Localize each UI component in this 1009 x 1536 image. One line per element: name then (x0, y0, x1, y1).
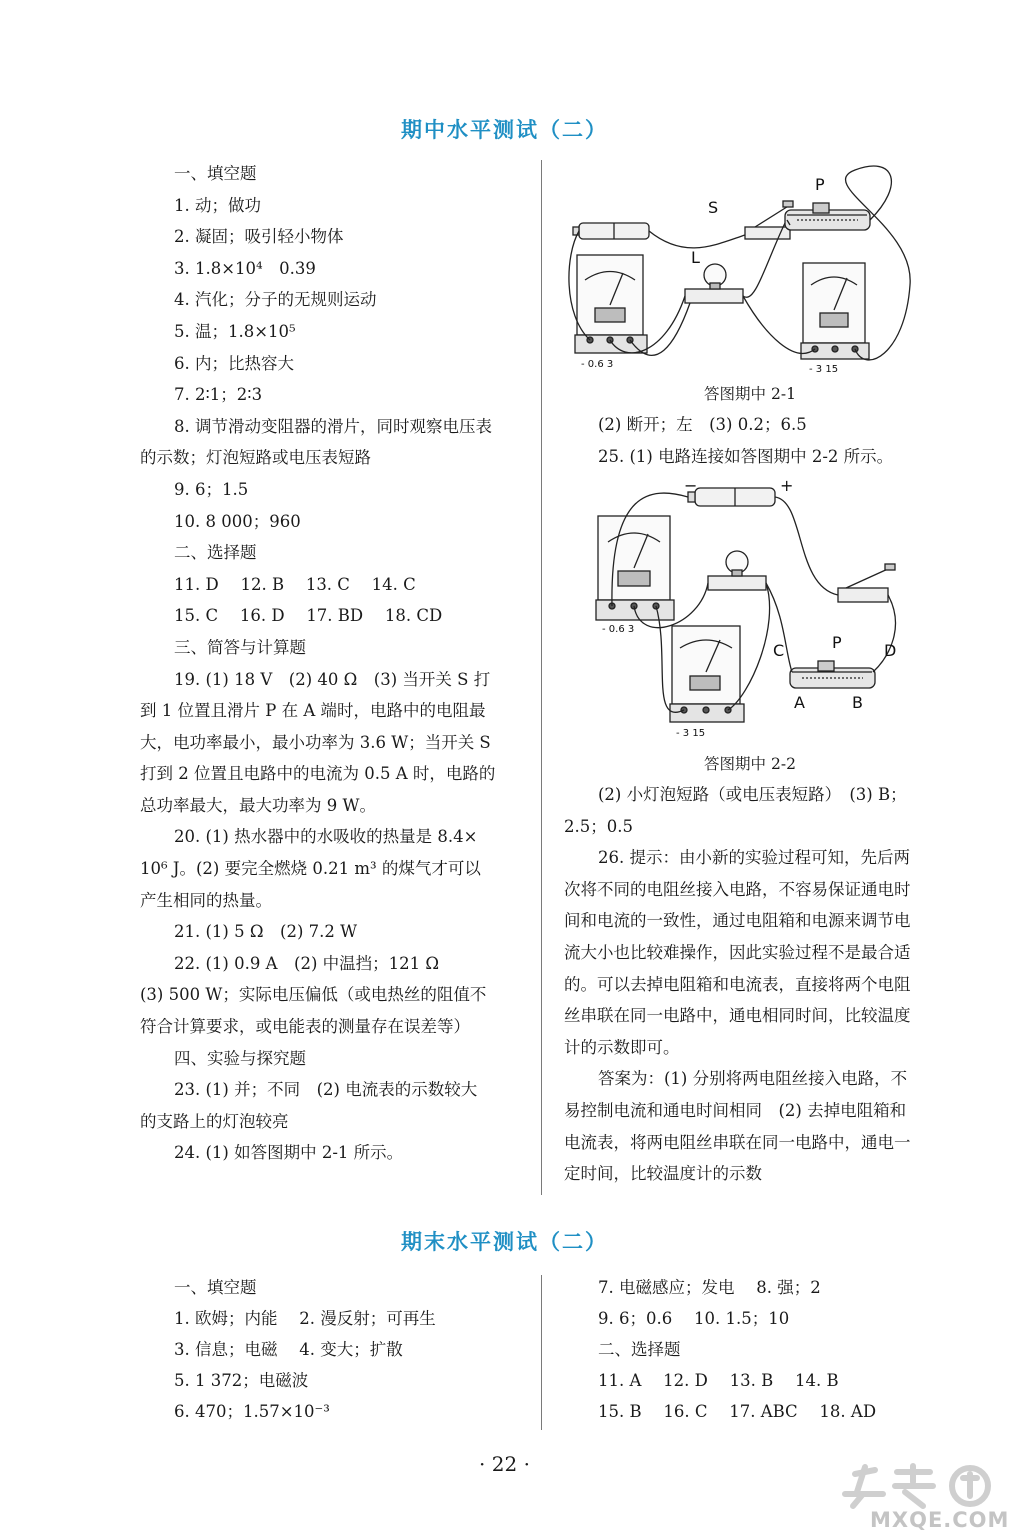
label-p: P (815, 175, 825, 194)
text-line: 9. 6；1.5 (174, 479, 249, 499)
text-line: 的。可以去掉电阻箱和电流表，直接将两个电阻 (564, 974, 911, 994)
column-divider-final (541, 1275, 542, 1430)
text-line: 一、填空题 (174, 1278, 257, 1297)
label-l: L (691, 248, 700, 267)
page-number: · 22 · (479, 1452, 530, 1476)
battery-minus-label: − (684, 476, 698, 495)
text-line: 一、填空题 (174, 164, 257, 183)
text-line: 易控制电流和通电时间相同 (2) 去掉电阻箱和 (564, 1100, 907, 1120)
text-line: 7. 电磁感应；发电 8. 强；2 (598, 1278, 821, 1297)
label-b: B (852, 693, 863, 712)
text-line: 8. 调节滑动变阻器的滑片，同时观察电压表 (174, 416, 492, 436)
text-line: 四、实验与探究题 (174, 1048, 306, 1068)
text-line: 19. (1) 18 V (2) 40 Ω (3) 当开关 S 打 (174, 669, 491, 689)
text-line: 丝串联在同一电路中，通电相同时间，比较温度 (564, 1006, 911, 1026)
text-line: (2) 断开；左 (3) 0.2；6.5 (598, 415, 807, 434)
text-line: 定时间，比较温度计的示数 (564, 1164, 762, 1184)
text-line: 15. B 16. C 17. ABC 18. AD (598, 1402, 877, 1421)
text-line: 11. D 12. B 13. C 14. C (174, 574, 416, 594)
text-line: 总功率最大，最大功率为 9 W。 (140, 795, 376, 815)
text-line: 1. 欧姆；内能 2. 漫反射；可再生 (174, 1309, 436, 1328)
final-right-column (564, 1272, 954, 1427)
text-line: 到 1 位置且滑片 P 在 A 端时，电路中的电阻最 (140, 701, 486, 721)
voltmeter-terminals: - 3 15 (676, 728, 706, 739)
text-line: 7. 2∶1；2∶3 (174, 385, 263, 405)
text-line: 大，电功率最小，最小功率为 3.6 W；当开关 S (140, 732, 491, 752)
text-line: 20. (1) 热水器中的水吸收的热量是 8.4× (174, 827, 478, 847)
label-c: C (773, 641, 785, 660)
final-left-column (140, 1272, 525, 1427)
figure-caption-2-1: 答图期中 2-1 (704, 385, 796, 403)
text-line: 21. (1) 5 Ω (2) 7.2 W (174, 922, 358, 942)
text-line: (3) 500 W；实际电压偏低（或电热丝的阻值不 (140, 985, 487, 1005)
midterm-right-mid (564, 409, 954, 472)
midterm-right-bottom (564, 779, 954, 1190)
text-line: 二、选择题 (174, 543, 257, 563)
text-line: 3. 1.8×10⁴ 0.39 (174, 258, 316, 278)
text-line: 15. C 16. D 17. BD 18. CD (174, 606, 443, 626)
battery-plus-label: + (780, 476, 794, 495)
text-line: 22. (1) 0.9 A (2) 中温挡；121 Ω (174, 953, 440, 973)
text-line: (2) 小灯泡短路（或电压表短路） (3) B； (598, 785, 907, 804)
text-line: 二、选择题 (598, 1340, 681, 1359)
text-line: 10. 8 000；960 (174, 511, 301, 531)
ammeter-terminals: - 0.6 3 (581, 359, 614, 370)
circuit-diagram-2-1 (565, 165, 930, 380)
text-line: 间和电流的一致性，通过电阻箱和电源来调节电 (564, 911, 911, 931)
text-line: 10⁶ J。(2) 要完全燃烧 0.21 m³ 的煤气才可以 (140, 859, 481, 879)
text-line: 6. 内；比热容大 (174, 353, 294, 373)
text-line: 5. 1 372；电磁波 (174, 1371, 309, 1390)
text-line: 流大小也比较难操作，因此实验过程不是最合适 (564, 942, 911, 962)
text-line: 9. 6；0.6 10. 1.5；10 (598, 1309, 790, 1328)
text-line: 产生相同的热量。 (140, 890, 272, 910)
text-line: 打到 2 位置且电路中的电流为 0.5 A 时，电路的 (140, 764, 496, 784)
text-line: 23. (1) 并；不同 (2) 电流表的示数较大 (174, 1080, 478, 1100)
label-a: A (794, 693, 805, 712)
figure-caption-2-2: 答图期中 2-2 (704, 755, 796, 773)
column-divider (541, 160, 542, 1195)
section-title-midterm: 期中水平测试（二） (401, 118, 608, 142)
text-line: 的示数；灯泡短路或电压表短路 (140, 448, 371, 468)
section-title-final: 期末水平测试（二） (401, 1230, 608, 1254)
text-line: 电流表，将两电阻丝串联在同一电路中，通电一 (564, 1132, 911, 1152)
text-line: 计的示数即可。 (564, 1037, 680, 1057)
text-line: 次将不同的电阻丝接入电路，不容易保证通电时 (564, 879, 911, 899)
text-line: 6. 470；1.57×10⁻³ (174, 1402, 330, 1421)
label-d: D (884, 641, 897, 660)
text-line: 24. (1) 如答图期中 2-1 所示。 (174, 1143, 404, 1163)
text-line: 1. 动；做功 (174, 195, 261, 215)
text-line: 5. 温；1.8×10⁵ (174, 321, 296, 341)
label-p: P (832, 633, 842, 652)
text-line: 的支路上的灯泡较亮 (140, 1111, 289, 1131)
text-line: 26. 提示：由小新的实验过程可知，先后两 (598, 848, 910, 868)
text-line: 2.5；0.5 (564, 816, 633, 836)
text-line: 答案为：(1) 分别将两电阻丝接入电路，不 (598, 1069, 908, 1089)
voltmeter-terminals: - 3 15 (809, 364, 839, 375)
label-s: S (708, 198, 719, 217)
text-line: 符合计算要求，或电能表的测量存在误差等） (140, 1017, 470, 1037)
ammeter-terminals: - 0.6 3 (602, 624, 635, 635)
text-line: 三、简答与计算题 (174, 637, 306, 657)
watermark-text: MXQE.COM (870, 1508, 1009, 1532)
midterm-left-column (140, 158, 525, 1169)
circuit-diagram-2-2 (580, 476, 920, 751)
text-line: 4. 汽化；分子的无规则运动 (174, 290, 377, 310)
text-line: 11. A 12. D 13. B 14. B (598, 1371, 839, 1390)
text-line: 25. (1) 电路连接如答图期中 2-2 所示。 (598, 446, 894, 466)
text-line: 3. 信息；电磁 4. 变大；扩散 (174, 1340, 403, 1359)
text-line: 2. 凝固；吸引轻小物体 (174, 227, 344, 247)
